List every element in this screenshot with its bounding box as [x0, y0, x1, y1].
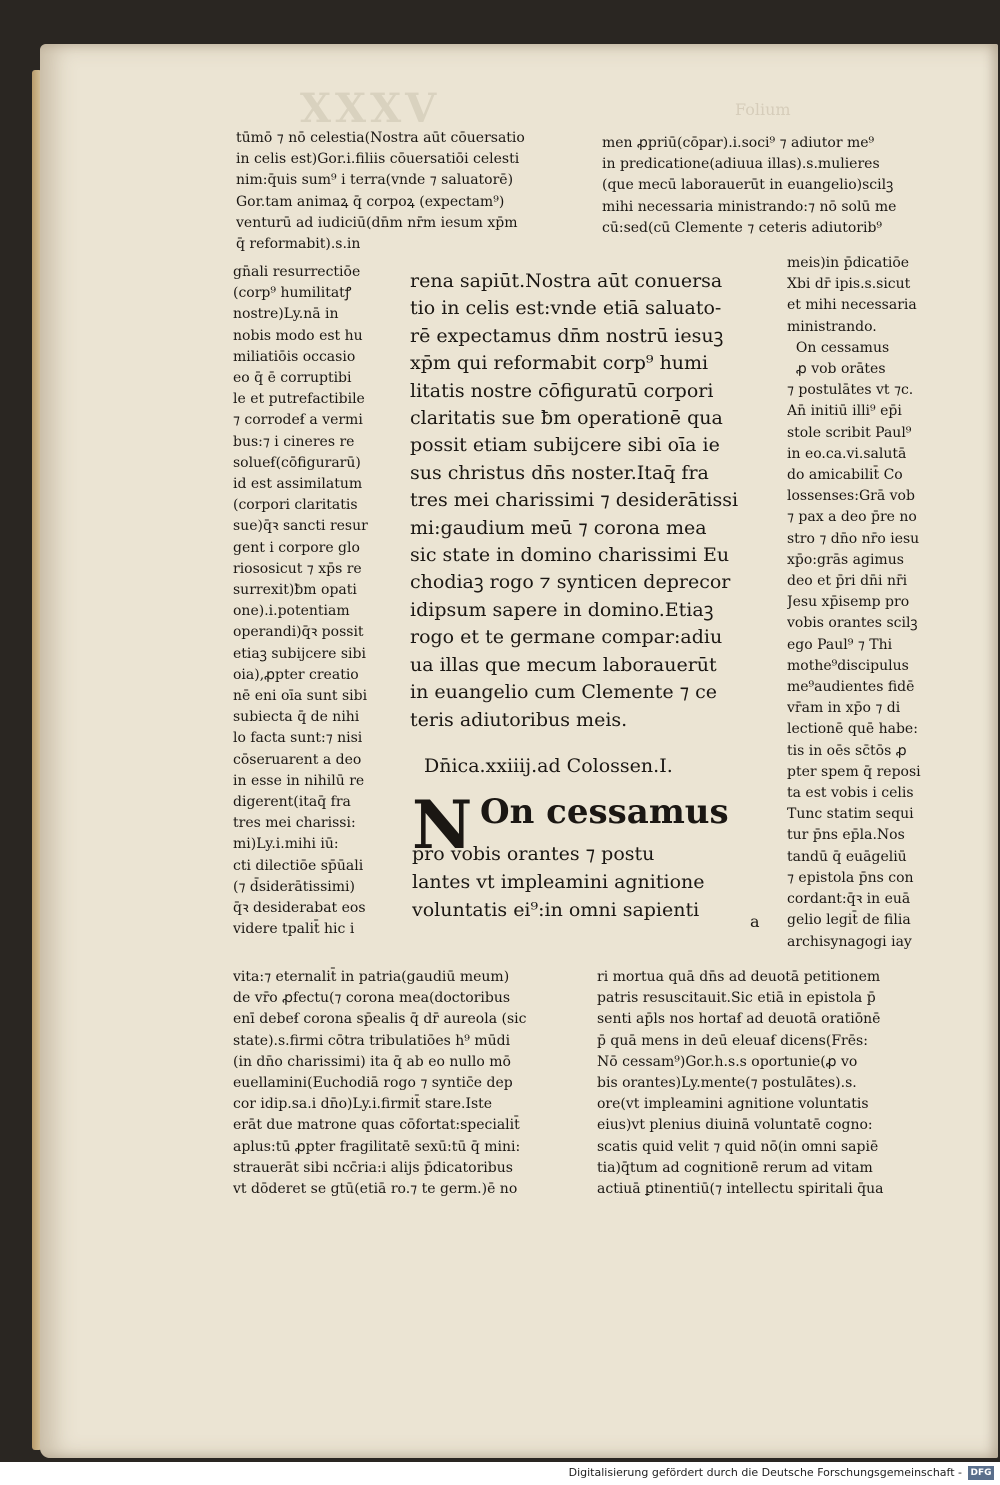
funding-credit: Digitalisierung gefördert durch die Deutsche Forschungsgemeinschaft -	[568, 1466, 962, 1479]
signature-mark: a	[750, 912, 760, 931]
gloss-right-top: men ꝓpriū(cōpar).i.soci⁹ ⁊ adiutor me⁹ in predicatione(adiuua illas).s.mulieres (que mecū laborauerūt in euangelio)scilꝫ mihi necessaria ministrando:⁊ nō solū me cū:sed(cū Clemente ⁊ ceteris adiutorib⁹	[602, 135, 897, 236]
gloss-right-column: meis)in p̄dicatiōe Xbi dr̄ ipis.s.sicut et mihi necessaria ministrando. On cessamus ꝓ vob orātes ⁊ postulātes vt ⁊c. An̄ initiū illi⁹ ep̄i stole scribit Paul⁹ in eo.ca.vi.salutā do amicabilit̄ Co lossenses:Grā vob ⁊ pax a deo p̄re no stro ⁊ dn̄o nr̄o iesu xp̄o:grās agimus deo et p̄ri dn̄i nr̄i Jesu xp̄isemp pro vobis orantes scilꝫ ego Paul⁹ ⁊ Thi mothe⁹discipulus me⁹audientes fidē vr̄am in xp̄o ⁊ di lectionē quē habe: tis in oēs sc̄tōs ꝓ pter spem q̄ reposi ta est vobis i celis Tunc statim sequi tur p̄ns ep̄la.Nos tandū q̄ euāgeliū ⁊ epistola p̄ns con cordant:q̄ꝛ in euā gelio legit̄ de filia archisynagogi iay	[787, 255, 921, 950]
gloss-left-column: gn̄ali resurrectiōe (corp⁹ humilitatꝭ nostre)Ly.nā in nobis modo est hu miliatiōis occasio eo q̄ ē corruptibi le et putrefactibile ⁊ corrodeẜ a vermi bus:⁊ i cineres re solueẜ(cōfigurarū) id est assimilatum (corpori claritatis sue)q̄ꝛ sancti resur gent i corpore glo riososicut ⁊ xp̄s re surrexit)ƀm opati one).i.potentiam operandi)q̄ꝛ possit etiaꝫ subijcere sibi oia),ꝓpter creatio nē eni oīa sunt sibi subiecta q̄ de nihi lo facta sunt:⁊ nisi cōseruarent a deo in esse in nihilū re digerent(itaq̄ fra tres mei charissi: mi)Ly.i.mihi iū: cti dilectiōe sp̄ūali (⁊ d̄siderātissimi) q̄ꝛ desiderabat eos videre tpalit̄ hic i	[233, 264, 368, 938]
epistle-text: rena sapiūt.Nostra aūt conuersa tio in celis est:vnde etiā saluato- rē expectamus dn̄m nostrū iesuꝫ xp̄m qui reformabit corp⁹ humi litatis nostre cōfiguratū corpori claritatis sue ƀm operationē qua possit etiam subijcere sibi oīa ie sus christus dn̄s noster.Itaq̄ fra tres mei charissimi ⁊ desiderātissi mi:gaudium meū ⁊ corona mea sic state in domino charissimi Eu chodiaꝫ rogo ⁊ synticen deprecor idipsum sapere in domino.Etiaꝫ rogo et te germane compar:adiu ua illas que mecum laborauerūt in euangelio cum Clemente ⁊ ce teris adiutoribus meis.	[410, 270, 739, 731]
incipit: On cessamus	[480, 792, 729, 832]
ghost-running-head: XXXV	[300, 85, 441, 132]
epistle-text-continued: pro vobis orantes ⁊ postu lantes vt impleamini agnitione voluntatis ei⁹:in omni sapienti	[412, 843, 705, 921]
rubric-heading: Dn̄ica.xxiiij.ad Colossen.I.	[424, 755, 673, 777]
gloss-left-top: tūmō ⁊ nō celestia(Nostra aūt cōuersatio in celis est)Gor.i.filiis cōuersatiōi celesti nim:q̄uis sum⁹ i terra(vnde ⁊ saluatorē) Gor.tam animaꝝ q̄ corpoꝝ (expectam⁹) venturū ad iudiciū(dn̄m nr̄m iesum xp̄m q̄ reformabit).s.in	[236, 130, 525, 253]
gloss-right-bottom: ri mortua quā dn̄s ad deuotā petitionem patris resuscitauit.Sic etiā in epistola p̄ senti ap̄ls nos hortaẜ ad deuotā oratiōnē p̄ quā mens in deū eleuaẜ dicens(Frēs: Nō cessam⁹)Gor.h.s.s oportunie(ꝓ vo bis orantes)Ly.mente(⁊ postulātes).s. ore(vt impleamini agnitione voluntatis eius)vt plenius diuinā voluntatē cogno: scatis quid velit ⁊ quid nō(in omni sapiē tia)q̄tum ad cognitionē rerum ad vitam actiuā ꝑtinentiū(⁊ intellectu spiritali q̄ua	[597, 969, 884, 1198]
dfg-logo-icon: DFG	[968, 1466, 994, 1480]
gloss-left-bottom: vita:⁊ eternalit̄ in patria(gaudiū meum) de vr̄o ꝓfectu(⁊ corona mea(doctoribus enī debeẜ corona sp̄ealis q̄ dr̄ aureola (sic state).s.firmi cōtra tribulatiōes h⁹ mūdi (in dn̄o charissimi) ita q̄ ab eo nullo mō euellamini(Euchodiā rogo ⁊ syntic̄e dep cor idip.sa.i dn̄o)Ly.i.firmit̄ stare.Iste erāt due matrone quas cōfortat:specialit̄ aplus:tū ꝓpter fragilitatē sexū:tū q̄ mini: strauerāt sibi ncc̄ria:i alijs p̄dicatoribus vt dōderet se gtū(etiā ro.⁊ te germ.)ē no	[233, 969, 527, 1198]
decorated-initial: N	[412, 786, 473, 864]
ghost-small-text: Folium	[735, 100, 791, 119]
footer-credit-bar	[0, 1462, 1000, 1485]
